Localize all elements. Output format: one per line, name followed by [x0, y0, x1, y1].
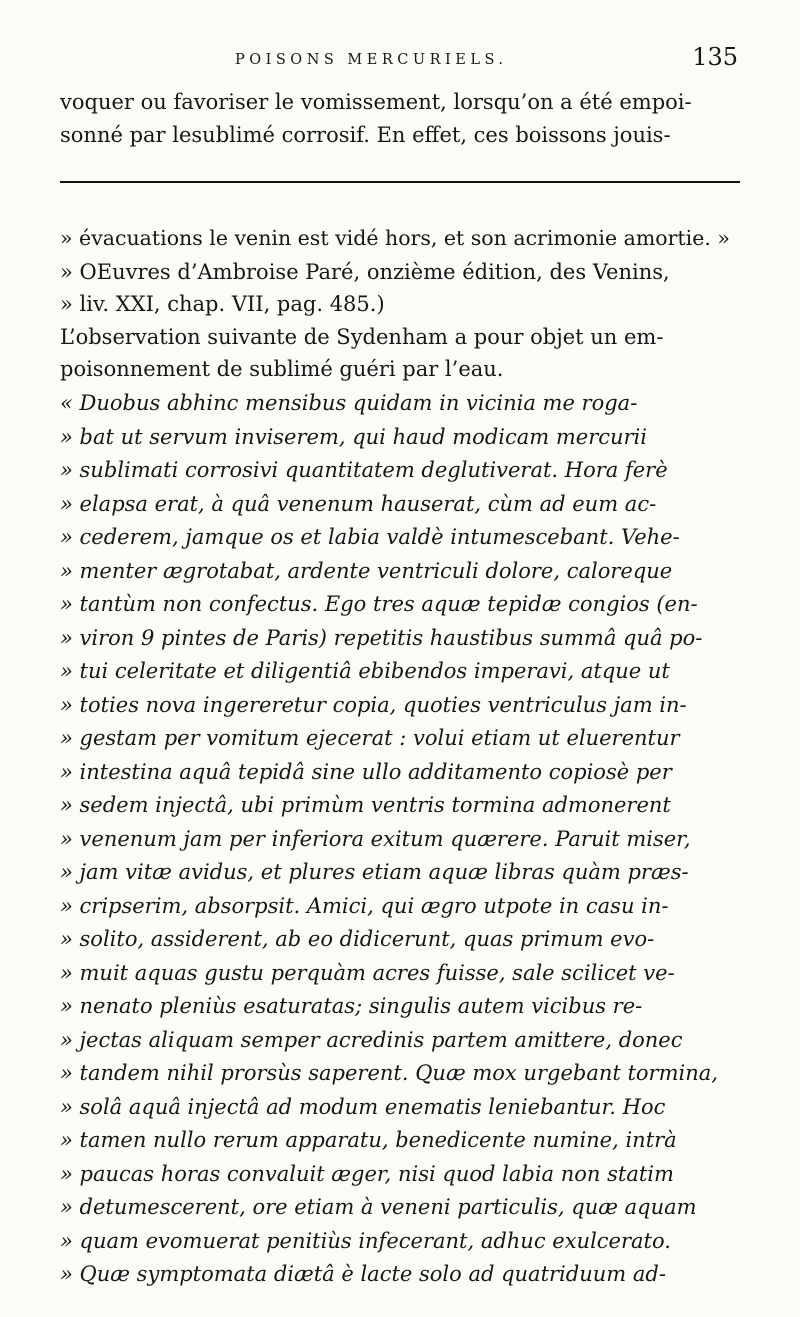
latin-quote-line: » viron 9 pintes de Paris) repetitis haustibus summâ quâ po- — [60, 626, 703, 650]
latin-quote-line: » quam evomuerat penitiùs infecerant, adhuc exulcerato. — [60, 1229, 671, 1253]
running-title: POISONS MERCURIELS. — [235, 52, 508, 68]
latin-quote-line: » toties nova ingereretur copia, quoties ventriculus jam in- — [60, 693, 687, 717]
main-text-line: voquer ou favoriser le vomissement, lorsqu’on a été empoi- — [60, 90, 692, 114]
latin-quote-line: » nenato pleniùs esaturatas; singulis autem vicibus re- — [60, 994, 643, 1018]
main-text-line: sonné par lesublimé corrosif. En effet, ces boissons jouis- — [60, 123, 671, 147]
latin-quote-line: » venenum jam per inferiora exitum quærere. Paruit miser, — [60, 827, 691, 851]
latin-quote-line: » jectas aliquam semper acredinis partem amittere, donec — [60, 1028, 683, 1052]
latin-quote-line: » jam vitæ avidus, et plures etiam aquæ libras quàm præs- — [60, 860, 689, 884]
latin-quote-line: » paucas horas convaluit æger, nisi quod labia non statim — [60, 1162, 674, 1186]
latin-quote-line: » muit aquas gustu perquàm acres fuisse, sale scilicet ve- — [60, 961, 675, 985]
footnote-line: » OEuvres d’Ambroise Paré, onzième édition, des Venins, — [60, 260, 670, 284]
latin-quote-line: » intestina aquâ tepidâ sine ullo additamento copiosè per — [60, 760, 672, 784]
latin-quote-line: » tamen nullo rerum apparatu, benedicente numine, intrà — [60, 1128, 677, 1152]
latin-quote-line: » menter ægrotabat, ardente ventriculi dolore, caloreque — [60, 559, 673, 583]
latin-quote-line: » cripserim, absorpsit. Amici, qui ægro utpote in casu in- — [60, 894, 669, 918]
latin-quote-line: » sedem injectâ, ubi primùm ventris tormina admonerent — [60, 793, 671, 817]
latin-quote-line: » elapsa erat, à quâ venenum hauserat, cùm ad eum ac- — [60, 492, 657, 516]
latin-quote-line: » tantùm non confectus. Ego tres aquæ tepidæ congios (en- — [60, 592, 698, 616]
footnote-line: » évacuations le venin est vidé hors, et son acrimonie amortie. » — [60, 226, 730, 250]
body-text-line: L’observation suivante de Sydenham a pour objet un em- — [60, 325, 664, 349]
page-number: 135 — [692, 43, 738, 71]
latin-quote-line: » solito, assiderent, ab eo didicerunt, quas primum evo- — [60, 927, 655, 951]
latin-quote-line: » sublimati corrosivi quantitatem deglutiverat. Hora ferè — [60, 458, 668, 482]
latin-quote-line: » solâ aquâ injectâ ad modum enematis leniebantur. Hoc — [60, 1095, 666, 1119]
latin-quote-line: » tandem nihil prorsùs saperent. Quæ mox urgebant tormina, — [60, 1061, 718, 1085]
footnote-line: » liv. XXI, chap. VII, pag. 485.) — [60, 292, 385, 316]
body-text-line: poisonnement de sublimé guéri par l’eau. — [60, 357, 504, 381]
latin-quote-line: » detumescerent, ore etiam à veneni particulis, quæ aquam — [60, 1195, 697, 1219]
latin-quote-line: » gestam per vomitum ejecerat : volui etiam ut eluerentur — [60, 726, 680, 750]
page-header — [60, 43, 742, 82]
latin-quote-line: « Duobus abhinc mensibus quidam in vicinia me roga- — [60, 391, 638, 415]
footnote-separator-rule — [60, 181, 740, 183]
latin-quote-line: » bat ut servum inviserem, qui haud modicam mercurii — [60, 425, 647, 449]
latin-quote-line: » cederem, jamque os et labia valdè intumescebant. Vehe- — [60, 525, 680, 549]
latin-quote-line: » Quæ symptomata diætâ è lacte solo ad quatriduum ad- — [60, 1262, 666, 1286]
latin-quote-line: » tui celeritate et diligentiâ ebibendos imperavi, atque ut — [60, 659, 670, 683]
